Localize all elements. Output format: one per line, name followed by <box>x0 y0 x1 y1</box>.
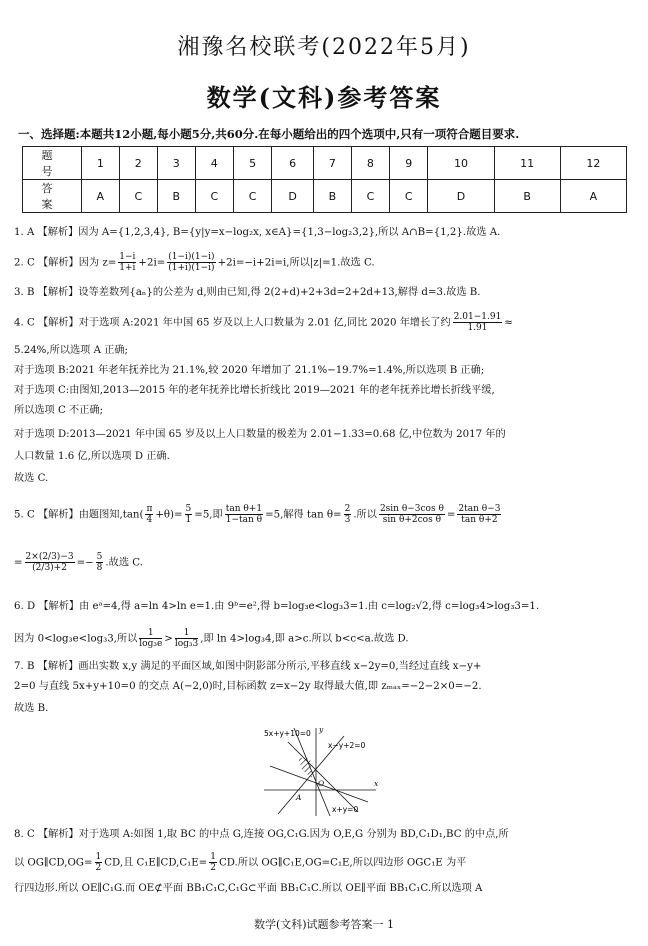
table-cell: 3 <box>157 147 195 180</box>
denominator: 3 <box>344 515 351 525</box>
fraction <box>209 852 217 873</box>
exam-title: 湘豫名校联考(2022年5月) <box>177 35 471 60</box>
solution-2 <box>14 252 634 273</box>
table-cell: C <box>195 180 233 213</box>
numerator: 2sin θ−3cos θ <box>379 504 444 514</box>
label-line-1: 5x+y+10=0 <box>264 729 311 738</box>
section-heading: 一、选择题:本题共12小题,每小题5分,共60分.在每小题给出的四个选项中,只有一项符合题目要求. <box>18 127 520 141</box>
table-cell: D <box>272 180 314 213</box>
table-cell: 6 <box>272 147 314 180</box>
numerator: tan θ+1 <box>225 504 263 514</box>
text: > <box>164 633 173 645</box>
numerator: 2tan θ−3 <box>458 504 501 514</box>
numerator: 1 <box>95 852 102 862</box>
text: .故选 C. <box>105 557 143 569</box>
line-5x-y-10 <box>294 728 330 816</box>
solution-4-line: 故选 C. <box>14 473 49 484</box>
fraction <box>457 504 501 525</box>
fraction <box>175 628 198 649</box>
denominator: 1.91 <box>467 323 488 333</box>
solution-4-line: 对于选项 B:2021 年老年抚养比为 21.1%,较 2020 年增加了 21.1%−19.7%=1.4%,所以选项 B 正确; <box>14 365 485 376</box>
table-cell: B <box>494 180 560 213</box>
text: 因为 0<log₃e<log₃3,所以 <box>14 633 138 645</box>
text: CD.所以 OG∥C₁E,OG=C₁E,所以四边形 OGC₁E 为平 <box>218 857 467 869</box>
text: ,即 ln 4>log₃4,即 a>c.所以 b<c<a.故选 D. <box>200 633 409 645</box>
denominator: 4 <box>146 515 153 525</box>
solution-6: 6. D 【解析】由 eᵃ=4,得 a=ln 4>ln e=1.由 9ᵇ=e²,得 b=log₃e<log₃3=1.由 c=log₂√2,得 c=log₃4>log₃3=1. <box>14 601 540 612</box>
shaded-region <box>298 758 312 778</box>
numerator: π <box>146 504 153 514</box>
fraction <box>96 552 104 573</box>
solution-8-line <box>14 852 634 873</box>
solution-4-line: 对于选项 C:由图知,2013—2015 年的老年抚养比增长折线比 2019—2021 年的老年抚养比增长折线平缓, <box>14 385 495 396</box>
text: +θ)= <box>155 509 183 521</box>
solution-4-line: 所以选项 C 不正确; <box>14 405 104 416</box>
text: = <box>446 509 456 521</box>
fraction <box>185 504 193 525</box>
solution-5 <box>14 504 634 525</box>
denominator: 2 <box>210 863 216 873</box>
solution-7: 7. B 【解析】画出实数 x,y 满足的平面区域,如图中阴影部分所示,平移直线 x−2y=0,当经过直线 x−y+ <box>14 661 482 672</box>
text: .所以 <box>353 509 377 521</box>
text: +2i= <box>138 257 166 269</box>
numerator: 1 <box>139 628 162 639</box>
text: ≈ <box>504 317 513 329</box>
table-row-label: 题 号 <box>23 147 82 180</box>
fraction <box>95 852 103 873</box>
table-cell: C <box>119 180 157 213</box>
denominator: (1+i)(1−i) <box>168 263 215 273</box>
table-cell: B <box>157 180 195 213</box>
table-row-label: 答 案 <box>23 180 82 213</box>
numerator: 2.01−1.91 <box>453 312 502 322</box>
table-cell: 8 <box>351 147 389 180</box>
text: 2. C 【解析】因为 z= <box>14 257 117 269</box>
text: =− <box>76 557 94 569</box>
numerator: 5 <box>96 552 103 562</box>
solution-5-line <box>14 552 634 573</box>
denominator: 2 <box>95 863 102 873</box>
fraction <box>379 504 445 525</box>
table-cell: 9 <box>390 147 428 180</box>
table-row-answers <box>23 180 627 213</box>
numerator: (1−i)(1−i) <box>168 252 215 262</box>
label-origin: O <box>318 779 325 788</box>
denominator: 8 <box>96 563 103 573</box>
solution-8-line: 行四边形.所以 OE∥C₁G.而 OE⊄平面 BB₁C₁C,C₁G⊂平面 BB₁C₁C.所以 OE∥平面 BB₁C₁C.所以选项 A <box>14 883 483 894</box>
denominator: 1+i <box>119 263 136 273</box>
fraction <box>118 252 136 273</box>
table-cell: A <box>82 180 120 213</box>
text: =5,解得 tan θ= <box>265 509 342 521</box>
table-cell: 11 <box>494 147 560 180</box>
solution-7-line: 故选 B. <box>14 703 49 714</box>
table-cell: 4 <box>195 147 233 180</box>
denominator: log₃e <box>139 639 163 649</box>
text: = <box>14 557 23 569</box>
solution-4-line: 5.24%,所以选项 A 正确; <box>14 345 128 356</box>
text: =5,即 <box>194 509 223 521</box>
solution-4 <box>14 312 634 333</box>
answer-table <box>22 146 627 213</box>
table-cell: 7 <box>314 147 352 180</box>
solution-4-line: 对于选项 D:2013—2021 年中国 65 岁及以上人口数量的极差为 2.01−1.33=0.68 亿,中位数为 2017 年的 <box>14 429 506 440</box>
denominator: 1−tan θ <box>225 515 263 525</box>
text: 5. C 【解析】由题图知,tan( <box>14 509 144 521</box>
denominator: tan θ+2 <box>461 515 498 525</box>
label-y-axis: y <box>319 725 324 734</box>
numerator: 5 <box>185 504 192 514</box>
table-cell: 1 <box>82 147 120 180</box>
text: CD,且 C₁E∥CD,C₁E= <box>104 857 208 869</box>
table-cell: 10 <box>428 147 494 180</box>
text: +2i=−i+2i=i,所以|z|=1.故选 C. <box>217 257 375 269</box>
fraction <box>139 628 162 649</box>
solution-6-line <box>14 628 634 649</box>
table-cell: 5 <box>233 147 271 180</box>
denominator: sin θ+2cos θ <box>382 515 441 525</box>
fraction <box>225 504 263 525</box>
denominator: log₃3 <box>174 639 199 649</box>
numerator: 2 <box>344 504 351 514</box>
numerator: 1−i <box>119 252 136 262</box>
table-row-numbers <box>23 147 627 180</box>
fraction <box>453 312 503 333</box>
table-cell: C <box>351 180 389 213</box>
page-footer: 数学(文科)试题参考答案一 1 <box>253 918 395 931</box>
feasible-region-figure <box>258 722 382 818</box>
table-cell: C <box>390 180 428 213</box>
table-cell: B <box>314 180 352 213</box>
numerator: 1 <box>210 852 216 862</box>
table-cell: 12 <box>560 147 626 180</box>
solution-3: 3. B 【解析】设等差数列{aₙ}的公差为 d,则由已知,得 2(2+d)+2+3d=2+2d+13,解得 d=3.故选 B. <box>14 287 481 298</box>
denominator: 1 <box>185 515 192 525</box>
label-point-a: A <box>296 793 302 802</box>
text: 4. C 【解析】对于选项 A:2021 年中国 65 岁及以上人口数量为 2.01 亿,同比 2020 年增长了约 <box>14 317 451 329</box>
table-cell: 2 <box>119 147 157 180</box>
fraction <box>167 252 215 273</box>
label-x-axis: x <box>374 779 379 788</box>
numerator: 2×(2/3)−3 <box>25 552 74 562</box>
fraction <box>25 552 75 573</box>
fraction <box>145 504 153 525</box>
solution-8: 8. C 【解析】对于选项 A:如图 1,取 BC 的中点 G,连接 OG,C₁G.因为 O,E,G 分别为 BD,C₁D₁,BC 的中点,所 <box>14 829 509 840</box>
text: 以 OG∥CD,OG= <box>14 857 93 869</box>
solution-7-line: 2=0 与直线 5x+y+10=0 的交点 A(−2,0)时,目标函数 z=x−2y 取得最大值,即 zₘₐₓ=−2−2×0=−2. <box>14 681 482 692</box>
table-cell: D <box>428 180 494 213</box>
label-line-3: x+y=0 <box>332 805 359 814</box>
solution-1: 1. A 【解析】因为 A={1,2,3,4}, B={y|y=x−log₂x, x∈A}={1,3−log₂3,2},所以 A∩B={1,2}.故选 A. <box>14 227 501 238</box>
numerator: 1 <box>175 628 198 639</box>
label-line-2: x−y+2=0 <box>328 741 366 750</box>
fraction <box>344 504 352 525</box>
solution-4-line: 人口数量 1.6 亿,所以选项 D 正确. <box>14 451 170 462</box>
table-cell: A <box>560 180 626 213</box>
denominator: (2/3)+2 <box>32 563 67 573</box>
exam-subtitle: 数学(文科)参考答案 <box>206 83 442 112</box>
table-cell: C <box>233 180 271 213</box>
